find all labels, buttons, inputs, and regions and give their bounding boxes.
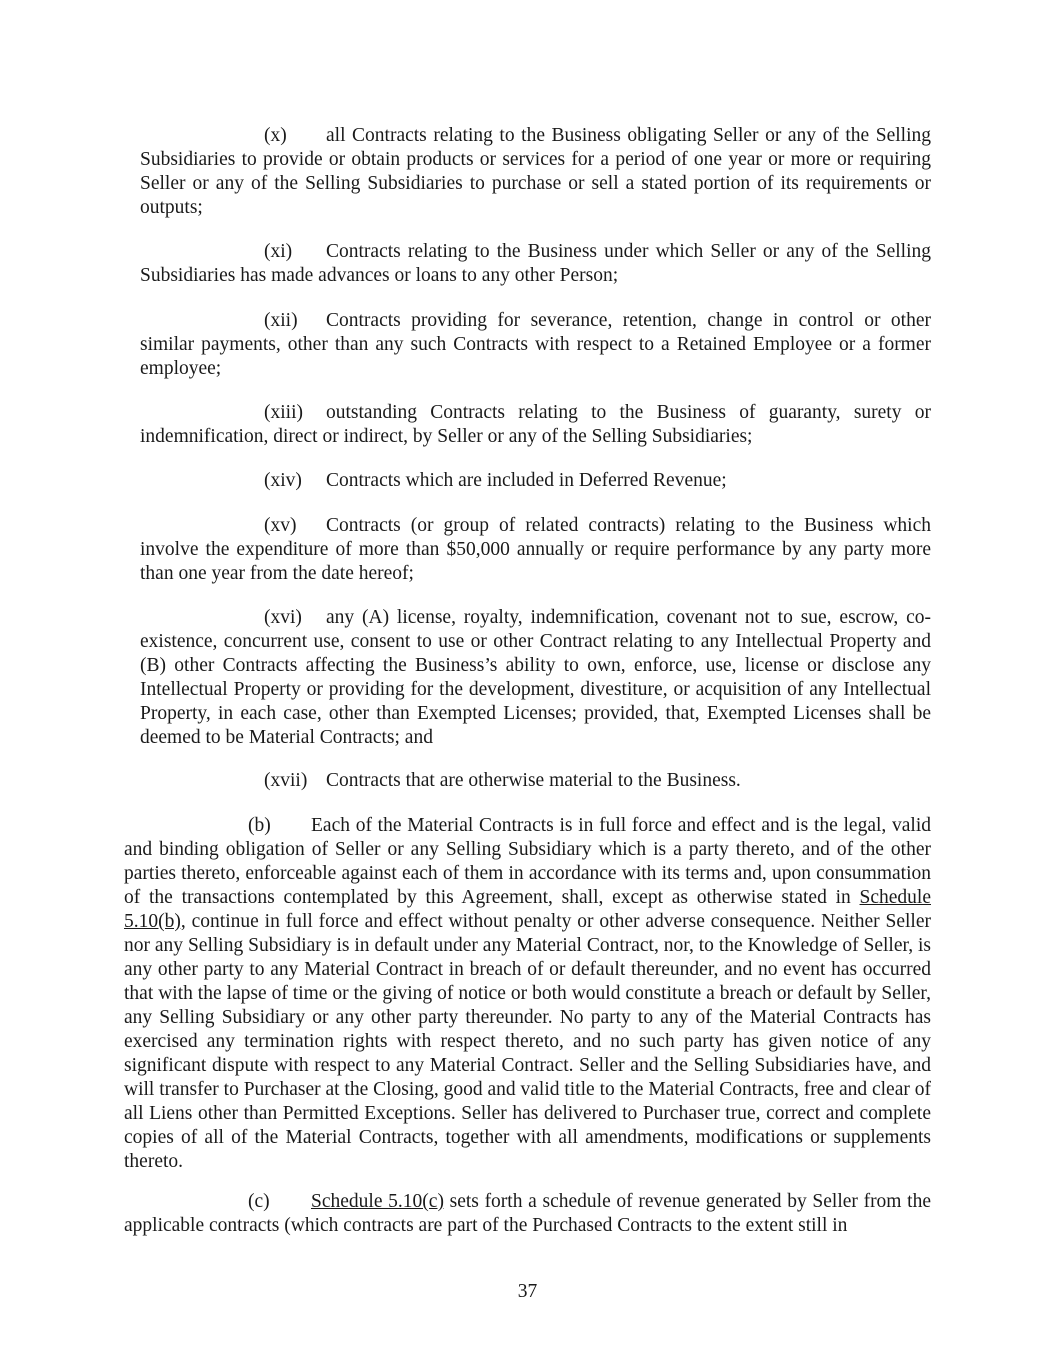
item-text: outstanding Contracts relating to the Business of guaranty, surety or indemnification, direct or indirect, by Seller or any of the Selling Subsidiaries; <box>140 402 931 447</box>
section-text: sets forth a schedule of revenue generated by Seller from the applicable contracts (which contracts are part of the Purchased Contracts to the extent still in <box>124 1191 931 1236</box>
list-item-xvi <box>140 606 931 750</box>
list-item-xvii <box>140 769 931 793</box>
item-text: Contracts (or group of related contracts) relating to the Business which involve the expenditure of more than $50,000 annually or require performance by any party more than one year from the date hereof; <box>140 515 931 584</box>
item-label: (xiv) <box>264 470 302 491</box>
item-text: any (A) license, royalty, indemnification, covenant not to sue, escrow, co-existence, concurrent use, consent to use or other Contract relating to any Intellectual Property and (B) other Contracts affecting the Business’s ability to own, enforce, use, license or disclose any Intellectual Property or providing for the development, divestiture, or acquisition of any Intellectual Property, in each case, other than Exempted Licenses; provided, that, Exempted Licenses shall be deemed to be Material Contracts; and <box>140 607 931 748</box>
schedule-5-10-b-link[interactable]: Schedule 5.10(b) <box>124 887 931 932</box>
section-label: (c) <box>248 1191 270 1212</box>
schedule-5-10-c-link[interactable]: Schedule 5.10(c) <box>311 1191 444 1212</box>
item-label: (xii) <box>264 310 298 331</box>
item-label: (x) <box>264 125 287 146</box>
item-text: all Contracts relating to the Business obligating Seller or any of the Selling Subsidiaries to provide or obtain products or services for a period of one year or more or requiring Seller or any of the Selling Subsidiaries to purchase or sell a stated portion of its requirements or outputs; <box>140 125 931 218</box>
item-label: (xi) <box>264 241 293 262</box>
item-label: (xv) <box>264 515 297 536</box>
item-text: Contracts providing for severance, retention, change in control or other similar payments, other than any such Contracts with respect to a Retained Employee or a former employee; <box>140 310 931 379</box>
item-text: Contracts relating to the Business under which Seller or any of the Selling Subsidiaries has made advances or loans to any other Person; <box>140 241 931 286</box>
list-item-xiii <box>140 401 931 449</box>
list-item-xi <box>140 240 931 288</box>
item-label: (xvi) <box>264 607 302 628</box>
list-item-xiv <box>140 469 931 493</box>
page-number: 37 <box>517 1281 538 1302</box>
section-label: (b) <box>248 815 271 836</box>
list-item-xii <box>140 309 931 381</box>
item-label: (xiii) <box>264 402 303 423</box>
section-c-paragraph <box>124 1190 931 1238</box>
item-text: Contracts that are otherwise material to the Business. <box>326 770 741 791</box>
list-item-xv <box>140 514 931 586</box>
item-text: Contracts which are included in Deferred Revenue; <box>326 470 727 491</box>
section-text: Each of the Material Contracts is in full force and effect and is the legal, valid and binding obligation of Seller or any Selling Subsidiary which is a party thereto, and of the other parties thereto, enforceable against each of them in accordance with its terms and, upon consummation of the transactions contemplated by this Agreement, shall, except as otherwise stated in <box>124 815 931 908</box>
section-text-continued: , continue in full force and effect without penalty or other adverse consequence. Neither Seller nor any Selling Subsidiary is in default under any Material Contract, nor, to the Knowledge of Seller, is any other party to any Material Contract in breach of or default thereunder, and no event has occurred that with the lapse of time or the giving of notice or both would constitute a breach or default by Seller, any Selling Subsidiary or any other party thereunder. No party to any of the Material Contracts has exercised any termination rights with respect thereto, and no such party has given notice of any significant dispute with respect to any Material Contract. Seller and the Selling Subsidiaries have, and will transfer to Purchaser at the Closing, good and valid title to the Material Contracts, free and clear of all Liens other than Permitted Exceptions. Seller has delivered to Purchaser true, correct and complete copies of all of the Material Contracts, together with all amendments, modifications or supplements thereto. <box>124 911 931 1172</box>
section-b-paragraph <box>124 814 931 1174</box>
item-label: (xvii) <box>264 770 308 791</box>
list-item-x <box>140 124 931 220</box>
